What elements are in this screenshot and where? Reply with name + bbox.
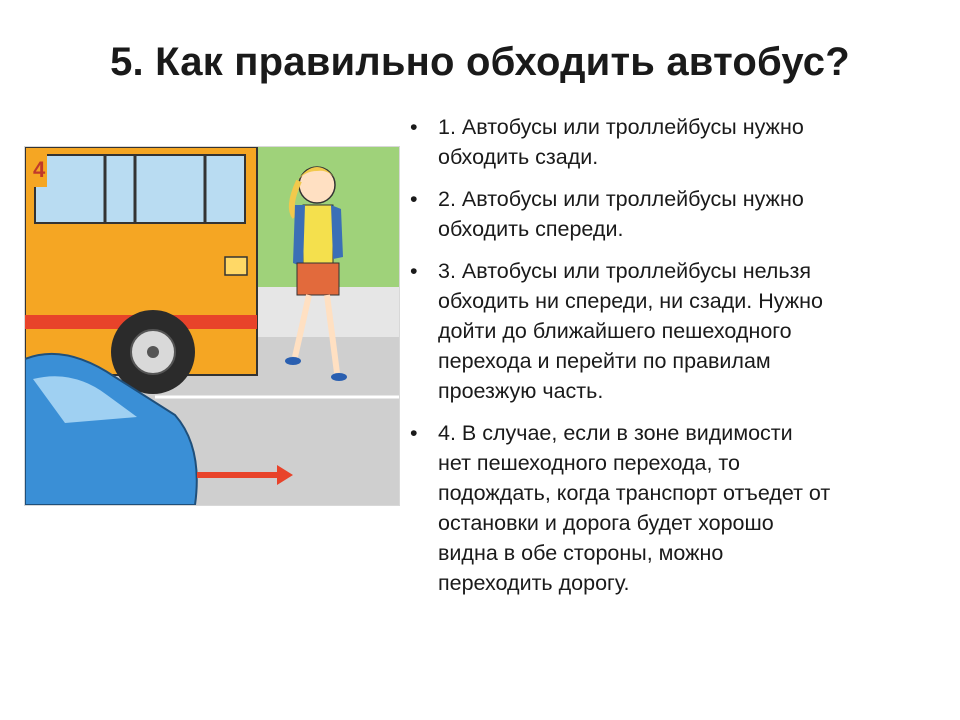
rule-text-2: 2. Автобусы или троллейбусы нужно обходить спереди.	[438, 187, 804, 241]
illustration-number: 4	[33, 157, 46, 182]
bus-light	[225, 257, 247, 275]
rule-text-4: 4. В случае, если в зоне видимости нет пешеходного перехода, то подождать, когда транспорт отъедет от остановки и дорога будет хорошо видна в обе стороны, можно переходить дорогу.	[438, 421, 831, 595]
rule-text-1: 1. Автобусы или троллейбусы нужно обходить сзади.	[438, 115, 804, 169]
bullet-marker: •	[410, 115, 418, 139]
illustration-drawing	[25, 147, 399, 505]
slide-title: 5. Как правильно обходить автобус?	[110, 40, 850, 84]
bullet-marker: •	[410, 187, 418, 211]
rules-list	[410, 112, 930, 610]
list-item	[410, 184, 930, 244]
bullet-marker: •	[410, 259, 418, 283]
bus-crossing-illustration	[24, 146, 400, 506]
list-item	[410, 256, 930, 406]
bus-windows	[35, 155, 245, 223]
list-item	[410, 418, 930, 598]
bullet-marker: •	[410, 421, 418, 445]
rule-text-3: 3. Автобусы или троллейбусы нельзя обходить ни спереди, ни сзади. Нужно дойти до ближайшего пешеходного перехода и перейти по правилам проезжую часть.	[438, 259, 823, 403]
list-item	[410, 112, 930, 172]
